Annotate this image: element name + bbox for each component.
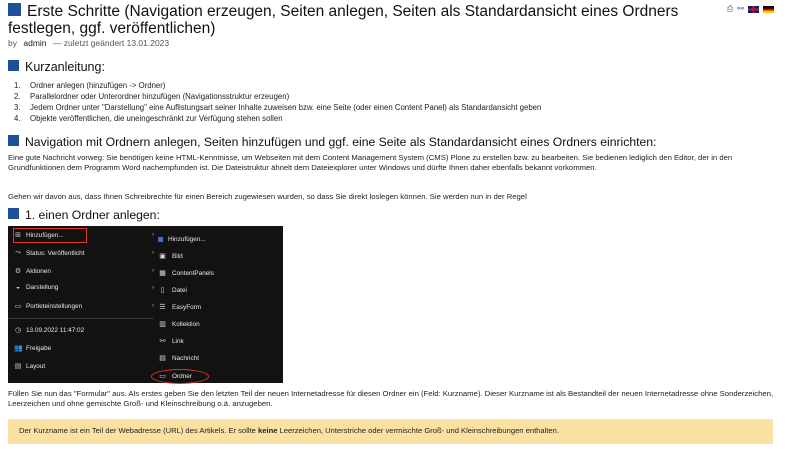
menu-item-darstellung[interactable]: ◒ Darstellung › bbox=[15, 284, 154, 291]
blue-square-icon bbox=[158, 237, 163, 242]
heading-square-icon bbox=[8, 135, 19, 146]
submenu-item-ordner[interactable]: ▭ Ordner bbox=[159, 372, 192, 380]
menu-item-freigabe[interactable]: 👥 Freigabe bbox=[14, 344, 52, 352]
submenu-item-bild[interactable]: ▣ Bild bbox=[159, 252, 183, 260]
plone-menu-screenshot bbox=[8, 226, 283, 383]
form-icon: ☰ bbox=[159, 304, 166, 311]
steps-list bbox=[14, 81, 541, 125]
chevron-right-icon: › bbox=[152, 232, 154, 238]
users-icon: 👥 bbox=[14, 345, 23, 352]
form-instructions-paragraph: Füllen Sie nun das "Formular" aus. Als erstes geben Sie den letzten Teil der neuen Internetadresse für diesen Ordner ein (Feld: Kurzname). Dieser Kurzname ist als Bestandteil der neuen Internetadresse ohne Sonderzeichen, Leerzeichen und ohne gemischte Groß- und Kleinschreibung o.ä. anzugeben. bbox=[8, 389, 774, 408]
gear-icon: ⚙ bbox=[14, 268, 22, 275]
page-title: Erste Schritte (Navigation erzeugen, Seiten anlegen, Seiten als Standardansicht eines Ordners festlegen, ggf. veröffentlichen) bbox=[8, 3, 679, 37]
list-item: 4. Objekte veröffentlichen, die uneingeschränkt zur Verfügung stehen sollen bbox=[14, 113, 283, 123]
print-icon[interactable]: ⎙ bbox=[726, 4, 734, 13]
menu-item-status[interactable]: ⤳ Status: Veröffentlicht › bbox=[15, 249, 154, 257]
file-icon: ▯ bbox=[160, 287, 165, 294]
section-heading-ordner: 1. einen Ordner anlegen: bbox=[8, 208, 160, 222]
toolbar-menu bbox=[8, 226, 158, 383]
byline: by admin — zuletzt geändert 13.01.2023 bbox=[8, 38, 170, 48]
status-icon: ⤳ bbox=[15, 249, 21, 256]
plus-square-icon: ⊞ bbox=[15, 232, 21, 239]
list-item: 3. Jedem Ordner unter "Darstellung" eine Auflistungsart seiner Inhalte zuweisen bzw. eine Seite (oder einen Content Panel) als Standardansicht geben bbox=[14, 102, 542, 112]
chevron-right-icon: › bbox=[152, 268, 154, 274]
folder-icon: ▭ bbox=[159, 373, 166, 380]
chevron-right-icon: › bbox=[152, 303, 154, 309]
layout-icon: ▤ bbox=[14, 363, 22, 370]
author-link[interactable]: admin bbox=[23, 38, 47, 48]
section-heading-kurzanleitung: Kurzanleitung: bbox=[8, 60, 105, 74]
list-item: 2. Parallelordner oder Unterordner hinzufügen (Navigationsstruktur erzeugen) bbox=[14, 91, 290, 101]
menu-item-layout[interactable]: ▤ Layout bbox=[14, 362, 46, 370]
link-icon: ⚯ bbox=[159, 338, 166, 345]
menu-item-hinzufuegen[interactable]: ⊞ Hinzufügen... › bbox=[15, 231, 154, 239]
menu-divider bbox=[8, 318, 154, 319]
chevron-right-icon: › bbox=[152, 250, 154, 256]
link-icon[interactable]: ⚯ bbox=[737, 4, 744, 13]
news-icon: ▤ bbox=[159, 355, 166, 362]
submenu-item-kollektion[interactable]: ▥ Kollektion bbox=[159, 320, 200, 328]
list-item: 1. Ordner anlegen (hinzufügen -> Ordner) bbox=[14, 81, 166, 90]
collection-icon: ▥ bbox=[159, 321, 166, 328]
submenu-item-nachricht[interactable]: ▤ Nachricht bbox=[159, 354, 199, 362]
panels-icon: ▦ bbox=[159, 270, 166, 277]
submenu-item-datei[interactable]: ▯ Datei bbox=[158, 286, 187, 294]
clock-icon: ◷ bbox=[14, 327, 22, 334]
intro-paragraph: Eine gute Nachricht vorweg: Sie benötigen keine HTML-Kenntnisse, um Webseiten mit dem Content Management System (CMS) Plone zu erstellen bzw. zu bearbeiten. Sie bedienen lediglich den Editor, der in den Grundfunktionen dem Programm Word nachempfunden ist. Die Dateistruktur ähnelt dem Dateiexplorer unter Windows und dürfte Ihnen daher ebenfalls bekannt vorkommen. bbox=[8, 153, 733, 172]
heading-square-icon bbox=[8, 60, 19, 71]
add-submenu bbox=[153, 229, 283, 383]
image-icon: ▣ bbox=[159, 253, 166, 260]
modified-date: — zuletzt geändert 13.01.2023 bbox=[52, 38, 170, 48]
heading-square-icon bbox=[8, 3, 21, 16]
submenu-item-contentpanels[interactable]: ▦ ContentPanels bbox=[159, 269, 214, 277]
chevron-right-icon: › bbox=[152, 284, 154, 291]
eye-icon: ◒ bbox=[15, 284, 21, 291]
submenu-item-link[interactable]: ⚯ Link bbox=[159, 337, 184, 345]
portlet-icon: ▭ bbox=[14, 303, 22, 310]
menu-item-modified-date[interactable]: ◷ 13.09.2022 11:47:02 bbox=[14, 326, 85, 334]
highlight-ellipse bbox=[151, 369, 209, 384]
submenu-item-easyform[interactable]: ☰ EasyForm bbox=[159, 303, 202, 311]
flag-de-icon[interactable] bbox=[763, 6, 774, 13]
heading-square-icon bbox=[8, 208, 19, 219]
menu-item-aktionen[interactable]: ⚙ Aktionen › bbox=[14, 267, 154, 275]
notice-box: Der Kurzname ist ein Teil der Webadresse (URL) des Artikels. Er sollte keine Leerzeichen, Unterstriche oder vermischte Groß- und Kleinschreibungen enthalten. bbox=[8, 419, 773, 444]
document-actions bbox=[727, 5, 774, 13]
submenu-header: Hinzufügen... bbox=[158, 236, 206, 243]
flag-en-icon[interactable] bbox=[748, 6, 759, 13]
section-heading-navigation: Navigation mit Ordnern anlegen, Seiten hinzufügen und ggf. eine Seite als Standardansicht eines Ordners einrichten: bbox=[8, 135, 656, 149]
rights-paragraph: Gehen wir davon aus, dass Ihnen Schreibrechte für einen Bereich zugewiesen wurden, so dass Sie direkt loslegen können. Sie werden nun in der Regel bbox=[8, 192, 527, 201]
menu-item-portleteinstellungen[interactable]: ▭ Portleteinstellungen › bbox=[14, 302, 154, 310]
